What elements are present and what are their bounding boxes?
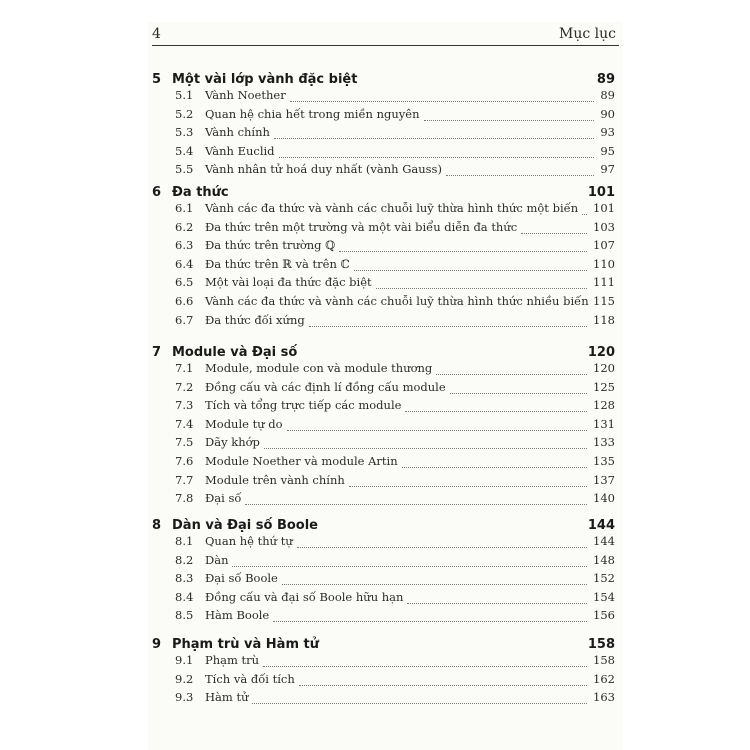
- section-page: 115: [593, 294, 615, 308]
- section-number: 6.4: [175, 256, 194, 271]
- dot-leader: [309, 325, 587, 327]
- chapter-page: 89: [596, 72, 615, 87]
- page-number: 4: [152, 26, 161, 42]
- section-page: 120: [593, 361, 615, 375]
- toc-entry[interactable]: [175, 690, 619, 708]
- section-number: 8.1: [175, 534, 194, 548]
- section-page: 154: [593, 589, 615, 604]
- section-number: 8.3: [175, 571, 194, 586]
- toc-entry[interactable]: [175, 398, 619, 416]
- toc-entry[interactable]: [175, 361, 619, 379]
- section-number: 8.5: [175, 608, 194, 623]
- section-page: 144: [593, 534, 615, 548]
- toc-entry[interactable]: [175, 435, 619, 453]
- chapter-number: 8: [152, 518, 162, 533]
- section-page: 156: [593, 608, 615, 623]
- dot-leader: [264, 447, 587, 449]
- section-title: Đa thức trên trường ℚ: [205, 238, 336, 253]
- section-title: Phạm trù: [205, 653, 260, 667]
- dot-leader: [402, 466, 587, 468]
- section-title: Vành các đa thức và vành các chuỗi luỹ thừa hình thức nhiều biến: [205, 294, 589, 308]
- section-title: Đồng cấu và đại số Boole hữu hạn: [205, 589, 404, 604]
- toc-entry[interactable]: [175, 590, 619, 608]
- page-header: [152, 26, 616, 46]
- section-page: 90: [600, 106, 615, 121]
- section-page: 89: [600, 88, 615, 102]
- section-number: 7.3: [175, 398, 194, 413]
- dot-leader: [376, 287, 587, 289]
- section-title: Đa thức trên một trường và một vài biểu diễn đa thức: [205, 219, 518, 234]
- dot-leader: [354, 269, 587, 271]
- section-title: Vành nhân tử hoá duy nhất (vành Gauss): [205, 162, 442, 177]
- section-page: 163: [593, 690, 615, 705]
- section-title: Module Noether và module Artin: [205, 454, 398, 468]
- dot-leader: [279, 156, 594, 158]
- dot-leader: [290, 100, 594, 102]
- section-page: 93: [600, 125, 615, 140]
- section-title: Vành các đa thức và vành các chuỗi luỹ thừa hình thức một biến: [205, 201, 579, 215]
- chapter-number: 6: [152, 185, 162, 200]
- dot-leader: [245, 503, 587, 505]
- section-title: Dãy khớp: [205, 435, 260, 450]
- chapter-page: 120: [587, 345, 615, 360]
- dot-leader: [274, 137, 594, 139]
- dot-leader: [232, 565, 587, 567]
- section-number: 5.5: [175, 162, 194, 177]
- dot-leader: [287, 429, 587, 431]
- chapter-page: 158: [587, 637, 615, 652]
- section-number: 9.3: [175, 690, 194, 705]
- section-title: Vành Noether: [205, 88, 286, 102]
- section-page: 135: [593, 454, 615, 468]
- toc-entry[interactable]: [175, 201, 619, 219]
- toc-entry[interactable]: [175, 144, 619, 162]
- toc-entry[interactable]: [175, 88, 619, 106]
- toc-entry[interactable]: [175, 473, 619, 491]
- toc-entry[interactable]: [175, 672, 619, 690]
- dot-leader: [407, 602, 587, 604]
- dot-leader: [424, 119, 594, 121]
- chapter-title: Một vài lớp vành đặc biệt: [172, 72, 358, 87]
- section-title: Module trên vành chính: [205, 472, 345, 487]
- toc-entry[interactable]: [175, 534, 619, 552]
- section-number: 6.2: [175, 219, 194, 234]
- section-page: 111: [593, 275, 615, 290]
- section-title: Đại số Boole: [205, 571, 278, 586]
- chapter-title: Dàn và Đại số Boole: [172, 518, 319, 533]
- section-page: 140: [593, 491, 615, 506]
- section-page: 152: [593, 571, 615, 586]
- dot-leader: [297, 546, 587, 548]
- chapter-number: 5: [152, 72, 162, 87]
- section-page: 107: [593, 238, 615, 253]
- section-number: 5.3: [175, 125, 194, 140]
- toc-entry[interactable]: [175, 491, 619, 509]
- toc-entry[interactable]: [175, 454, 619, 472]
- section-page: 97: [600, 162, 615, 177]
- dot-leader: [450, 392, 587, 394]
- toc-entry[interactable]: [175, 125, 619, 143]
- section-page: 137: [593, 472, 615, 487]
- dot-leader: [282, 583, 587, 585]
- section-title: Hàm tử: [205, 690, 249, 705]
- section-number: 6.7: [175, 312, 194, 327]
- section-number: 7.5: [175, 435, 194, 450]
- section-title: Module, module con và module thương: [205, 361, 433, 375]
- section-number: 6.5: [175, 275, 194, 290]
- section-title: Đa thức đối xứng: [205, 312, 305, 327]
- section-number: 6.6: [175, 294, 194, 308]
- section-title: Đa thức trên ℝ và trên ℂ: [205, 256, 350, 271]
- section-number: 7.8: [175, 491, 194, 506]
- section-page: 158: [593, 653, 615, 667]
- chapter-title: Phạm trù và Hàm tử: [172, 637, 319, 652]
- section-number: 8.2: [175, 552, 194, 567]
- section-title: Quan hệ thứ tự: [205, 534, 293, 548]
- section-page: 131: [593, 416, 615, 431]
- dot-leader: [521, 232, 587, 234]
- header-rule: [152, 45, 619, 46]
- dot-leader: [299, 684, 587, 686]
- dot-leader: [446, 174, 594, 176]
- section-number: 5.4: [175, 143, 194, 158]
- toc-entry[interactable]: [175, 257, 619, 275]
- toc-entry[interactable]: [175, 238, 619, 256]
- section-number: 6.1: [175, 201, 194, 215]
- chapter-number: 7: [152, 345, 162, 360]
- toc-entry[interactable]: [175, 162, 619, 180]
- section-title: Vành Euclid: [205, 143, 275, 158]
- section-title: Tích và tổng trực tiếp các module: [205, 398, 402, 413]
- section-number: 7.7: [175, 472, 194, 487]
- toc-entry[interactable]: [175, 608, 619, 626]
- dot-leader: [405, 410, 587, 412]
- section-page: 133: [593, 435, 615, 450]
- dot-leader: [252, 702, 587, 704]
- section-title: Đại số: [205, 491, 242, 506]
- section-title: Module tự do: [205, 416, 283, 431]
- toc-entry[interactable]: [175, 313, 619, 331]
- toc-entry[interactable]: [175, 275, 619, 293]
- section-page: 103: [593, 219, 615, 234]
- section-page: 110: [593, 256, 615, 271]
- section-page: 118: [593, 312, 615, 327]
- dot-leader: [339, 250, 587, 252]
- section-page: 101: [593, 201, 615, 215]
- section-page: 128: [593, 398, 615, 413]
- toc-entry[interactable]: [175, 107, 619, 125]
- section-number: 7.1: [175, 361, 194, 375]
- section-number: 7.6: [175, 454, 194, 468]
- toc-entry[interactable]: [175, 380, 619, 398]
- section-number: 7.4: [175, 416, 194, 431]
- section-number: 8.4: [175, 589, 194, 604]
- toc-entry[interactable]: [175, 571, 619, 589]
- chapter-number: 9: [152, 637, 162, 652]
- section-page: 148: [593, 552, 615, 567]
- dot-leader: [582, 213, 587, 215]
- chapter-page: 101: [587, 185, 615, 200]
- toc-entry[interactable]: [175, 553, 619, 571]
- chapter-page: 144: [587, 518, 615, 533]
- section-title: Vành chính: [205, 125, 270, 140]
- section-title: Đồng cấu và các định lí đồng cấu module: [205, 379, 446, 394]
- dot-leader: [263, 665, 587, 667]
- section-number: 6.3: [175, 238, 194, 253]
- section-number: 9.2: [175, 671, 194, 686]
- dot-leader: [273, 620, 587, 622]
- toc-entry[interactable]: [175, 653, 619, 671]
- chapter-title: Module và Đại số: [172, 345, 298, 360]
- chapter-title: Đa thức: [172, 185, 229, 200]
- section-title: Tích và đối tích: [205, 671, 295, 686]
- section-page: 95: [600, 143, 615, 158]
- section-title: Quan hệ chia hết trong miền nguyên: [205, 106, 420, 121]
- toc-entry[interactable]: [175, 294, 619, 312]
- dot-leader: [349, 485, 587, 487]
- section-title: Hàm Boole: [205, 608, 270, 623]
- section-title: Dàn: [205, 552, 229, 567]
- section-number: 7.2: [175, 379, 194, 394]
- toc-entry[interactable]: [175, 220, 619, 238]
- section-number: 5.1: [175, 88, 194, 102]
- section-title: Một vài loại đa thức đặc biệt: [205, 275, 372, 290]
- dot-leader: [436, 373, 587, 375]
- section-page: 125: [593, 379, 615, 394]
- running-title: Mục lục: [559, 26, 616, 42]
- toc-entry[interactable]: [175, 417, 619, 435]
- section-number: 9.1: [175, 653, 194, 667]
- section-page: 162: [593, 671, 615, 686]
- section-number: 5.2: [175, 106, 194, 121]
